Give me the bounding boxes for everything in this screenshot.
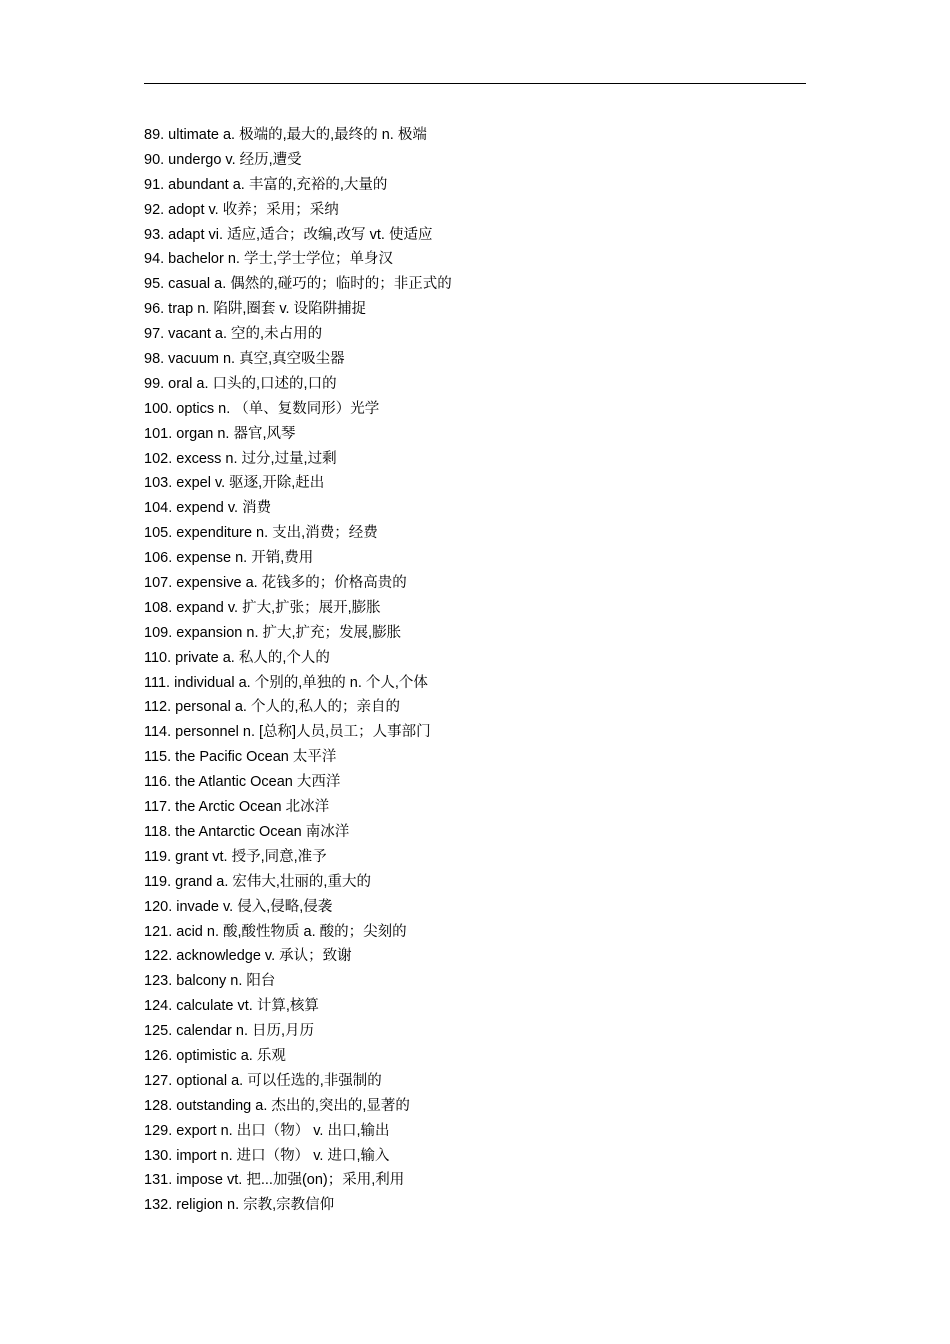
vocabulary-entry: 128. outstanding a. 杰出的,突出的,显著的 — [144, 1097, 410, 1114]
vocabulary-entry: 111. individual a. 个别的,单独的 n. 个人,个体 — [144, 674, 428, 691]
vocabulary-entry: 100. optics n. （单、复数同形）光学 — [144, 400, 380, 417]
vocabulary-entry: 109. expansion n. 扩大,扩充；发展,膨胀 — [144, 624, 402, 641]
vocabulary-entry: 130. import n. 进口（物） v. 进口,输入 — [144, 1147, 390, 1164]
vocabulary-entry: 116. the Atlantic Ocean 大西洋 — [144, 774, 341, 791]
vocabulary-entry: 92. adopt v. 收养；采用；采纳 — [144, 201, 339, 218]
vocabulary-entry: 131. impose vt. 把...加强(on)；采用,利用 — [144, 1172, 405, 1189]
vocabulary-entry: 97. vacant a. 空的,未占用的 — [144, 326, 323, 343]
vocabulary-entry: 118. the Antarctic Ocean 南冰洋 — [144, 823, 350, 840]
vocabulary-entry: 129. export n. 出口（物） v. 出口,输出 — [144, 1122, 390, 1139]
vocabulary-entry: 117. the Arctic Ocean 北冰洋 — [144, 799, 330, 816]
vocabulary-entry: 91. abundant a. 丰富的,充裕的,大量的 — [144, 176, 388, 193]
vocabulary-entry: 103. expel v. 驱逐,开除,赶出 — [144, 475, 325, 492]
vocabulary-entry: 98. vacuum n. 真空,真空吸尘器 — [144, 351, 345, 368]
vocabulary-entry: 95. casual a. 偶然的,碰巧的；临时的；非正式的 — [144, 276, 452, 293]
vocabulary-entry: 94. bachelor n. 学士,学士学位；单身汉 — [144, 251, 393, 268]
vocabulary-entry: 119. grand a. 宏伟大,壮丽的,重大的 — [144, 873, 371, 890]
vocabulary-entry: 106. expense n. 开销,费用 — [144, 550, 314, 567]
vocabulary-entry: 105. expenditure n. 支出,消费；经费 — [144, 525, 378, 542]
vocabulary-entry: 90. undergo v. 经历,遭受 — [144, 151, 302, 168]
header-rule — [144, 83, 806, 84]
vocabulary-entry: 122. acknowledge v. 承认；致谢 — [144, 948, 352, 965]
vocabulary-entry: 99. oral a. 口头的,口述的,口的 — [144, 375, 337, 392]
vocabulary-entry: 108. expand v. 扩大,扩张；展开,膨胀 — [144, 599, 381, 616]
vocabulary-entry: 112. personal a. 个人的,私人的；亲自的 — [144, 699, 400, 716]
vocabulary-entry: 120. invade v. 侵入,侵略,侵袭 — [144, 898, 333, 915]
vocabulary-entry: 110. private a. 私人的,个人的 — [144, 649, 330, 666]
vocabulary-list — [144, 123, 452, 1218]
vocabulary-entry: 114. personnel n. [总称]人员,员工；人事部门 — [144, 724, 431, 741]
vocabulary-entry: 107. expensive a. 花钱多的；价格高贵的 — [144, 575, 407, 592]
vocabulary-entry: 104. expend v. 消费 — [144, 500, 272, 517]
vocabulary-entry: 132. religion n. 宗教,宗教信仰 — [144, 1197, 335, 1214]
vocabulary-entry: 124. calculate vt. 计算,核算 — [144, 998, 319, 1015]
vocabulary-entry: 126. optimistic a. 乐观 — [144, 1047, 286, 1064]
vocabulary-entry: 96. trap n. 陷阱,圈套 v. 设陷阱捕捉 — [144, 301, 367, 318]
vocabulary-entry: 125. calendar n. 日历,月历 — [144, 1023, 315, 1040]
vocabulary-entry: 101. organ n. 器官,风琴 — [144, 425, 296, 442]
vocabulary-entry: 115. the Pacific Ocean 太平洋 — [144, 749, 337, 766]
vocabulary-entry: 121. acid n. 酸,酸性物质 a. 酸的；尖刻的 — [144, 923, 407, 940]
vocabulary-entry: 127. optional a. 可以任选的,非强制的 — [144, 1072, 382, 1089]
vocabulary-entry: 93. adapt vi. 适应,适合；改编,改写 vt. 使适应 — [144, 226, 433, 243]
vocabulary-entry: 119. grant vt. 授予,同意,准予 — [144, 848, 327, 865]
vocabulary-entry: 123. balcony n. 阳台 — [144, 973, 276, 990]
vocabulary-entry: 89. ultimate a. 极端的,最大的,最终的 n. 极端 — [144, 127, 427, 143]
vocabulary-entry: 102. excess n. 过分,过量,过剩 — [144, 450, 337, 467]
